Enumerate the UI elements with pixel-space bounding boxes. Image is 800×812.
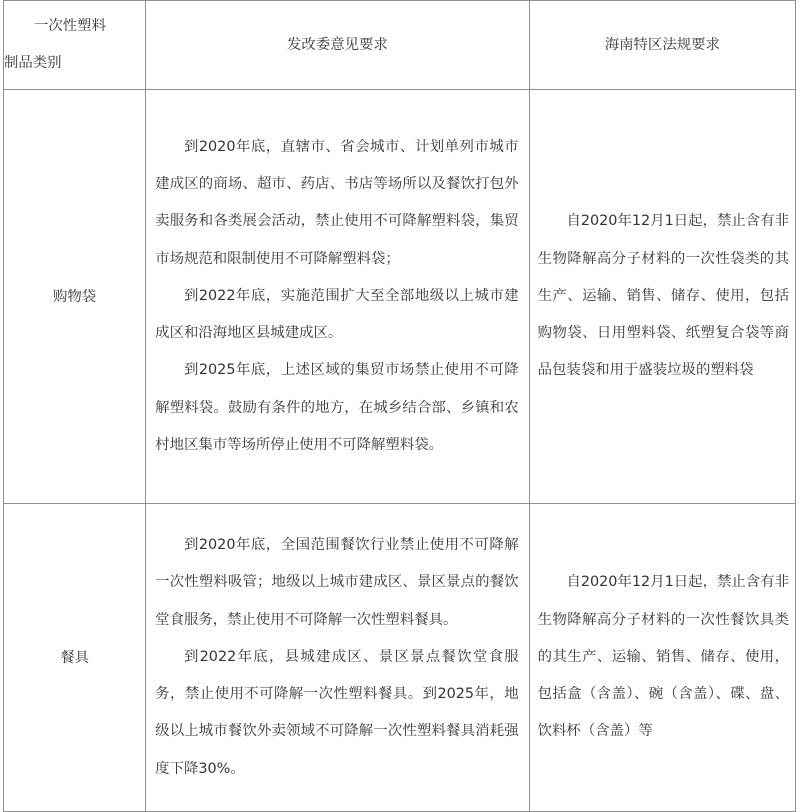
ndrc-paragraph: 到2022年底，实施范围扩大至全部地级以上城市建成区和沿海地区县城建成区。 <box>155 287 519 342</box>
header-category-line1: 一次性塑料 <box>34 18 106 34</box>
header-category-line2: 制品类别 <box>4 55 62 71</box>
header-category-cell <box>4 1 146 90</box>
table-row-tableware <box>4 504 796 812</box>
category-cell: 购物袋 <box>4 90 146 504</box>
header-ndrc-cell: 发改委意见要求 <box>146 1 529 90</box>
hainan-requirements-cell <box>529 504 795 812</box>
ndrc-requirements-cell <box>146 504 529 812</box>
table-row-shopping-bags <box>4 90 796 504</box>
hainan-paragraph: 自2020年12月1日起，禁止含有非生物降解高分子材料的一次性餐饮具类的其生产、运输、销售、储存、使用，包括盒（含盖）、碗（含盖）、碟、盘、饮料杯（含盖）等 <box>537 574 789 740</box>
category-cell: 餐具 <box>4 504 146 812</box>
ndrc-paragraph: 到2020年底，直辖市、省会城市、计划单列市城市建成区的商场、超市、药店、书店等场所以及餐饮打包外卖服务和各类展会活动，禁止使用不可降解塑料袋，集贸市场规范和限制使用不可降解塑料袋； <box>155 139 519 267</box>
ndrc-paragraph: 到2025年底，上述区域的集贸市场禁止使用不可降解塑料袋。鼓励有条件的地方，在城乡结合部、乡镇和农村地区集市等场所停止使用不可降解塑料袋。 <box>155 362 519 453</box>
ndrc-paragraph: 到2022年底，县城建成区、景区景点餐饮堂食服务，禁止使用不可降解一次性塑料餐具。到2025年，地级以上城市餐饮外卖领域不可降解一次性塑料餐具消耗强度下降30%。 <box>155 648 519 777</box>
table-header-row <box>4 1 796 90</box>
policy-comparison-table <box>3 0 796 812</box>
hainan-requirements-cell <box>529 90 795 504</box>
ndrc-paragraph: 到2020年底，全国范围餐饮行业禁止使用不可降解一次性塑料吸管；地级以上城市建成区、景区景点的餐饮堂食服务，禁止使用不可降解一次性塑料餐具。 <box>155 537 519 628</box>
header-hainan-cell: 海南特区法规要求 <box>529 1 795 90</box>
ndrc-requirements-cell <box>146 90 529 504</box>
hainan-paragraph: 自2020年12月1日起，禁止含有非生物降解高分子材料的一次性袋类的其生产、运输、销售、储存、使用，包括购物袋、日用塑料袋、纸塑复合袋等商品包装袋和用于盛装垃圾的塑料袋 <box>537 213 789 379</box>
